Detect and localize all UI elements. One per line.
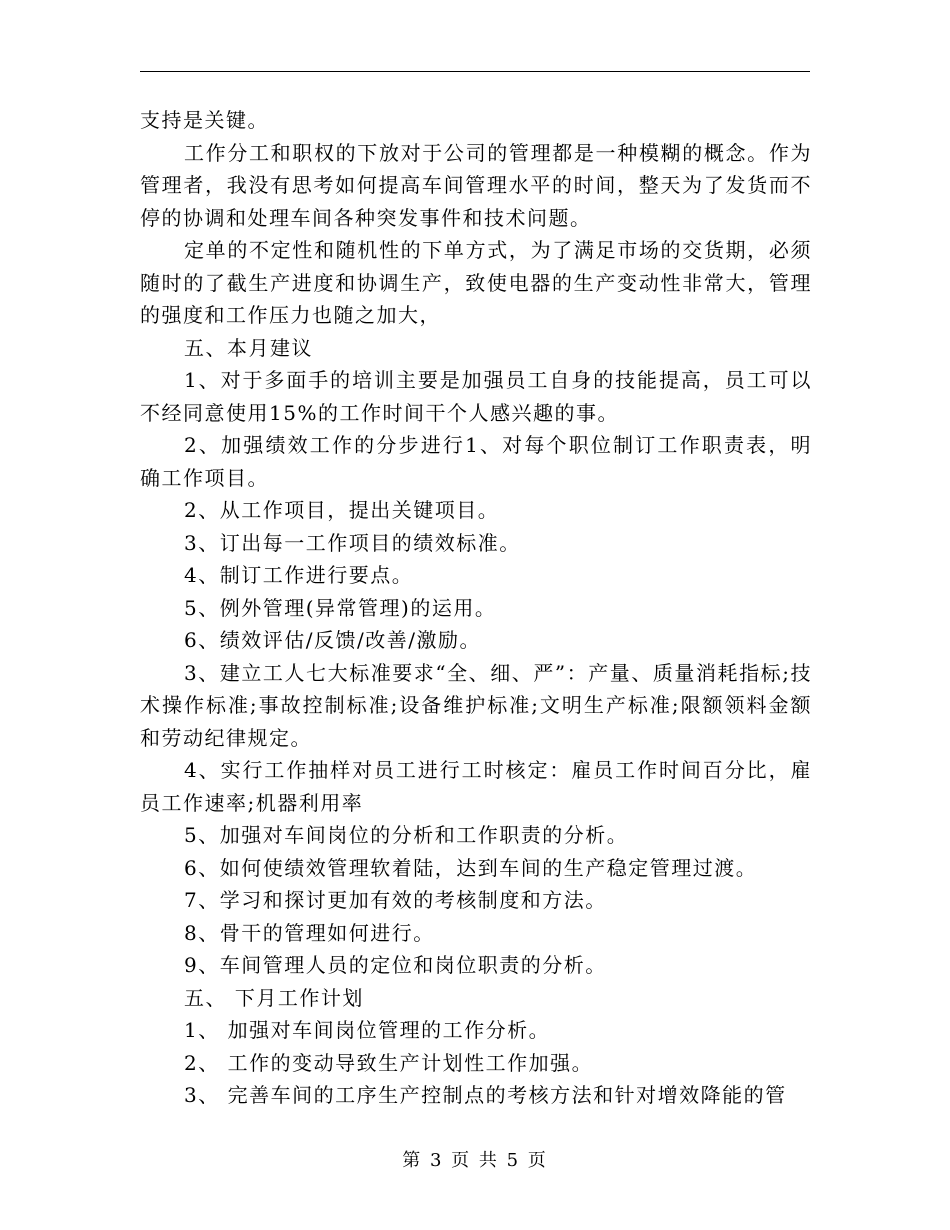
header-rule	[140, 71, 810, 72]
paragraph: 3、建立工人七大标准要求“全、细、严”：产量、质量消耗指标;技术操作标准;事故控制标准;设备维护标准;文明生产标准;限额领料金额和劳动纪律规定。	[140, 660, 812, 750]
paragraph: 8、骨干的管理如何进行。	[184, 920, 435, 945]
paragraph: 7、学习和探讨更加有效的考核制度和方法。	[184, 888, 607, 912]
paragraph: 6、如何使绩效管理软着陆，达到车间的生产稳定管理过渡。	[184, 855, 758, 880]
paragraph: 5、加强对车间岗位的分析和工作职责的分析。	[184, 823, 629, 847]
paragraph: 支持是关键。	[140, 108, 269, 132]
paragraph: 6、绩效评估/反馈/改善/激励。	[184, 628, 481, 652]
paragraph: 2、 工作的变动导致生产计划性工作加强。	[184, 1050, 594, 1075]
paragraph: 2、加强绩效工作的分步进行1、对每个职位制订工作职责表，明确工作项目。	[140, 433, 812, 490]
footer-prefix: 第	[402, 1150, 423, 1171]
paragraph: 1、对于多面手的培训主要是加强员工自身的技能提高，员工可以不经同意使用15%的工作时间干个人感兴趣的事。	[140, 368, 812, 425]
paragraph: 9、车间管理人员的定位和岗位职责的分析。	[184, 953, 607, 977]
paragraph: 3、 完善车间的工序生产控制点的考核方法和针对增效降能的管	[184, 1083, 787, 1107]
document-body	[140, 104, 812, 1112]
paragraph: 5、例外管理(异常管理)的运用。	[184, 595, 497, 620]
footer-suffix: 页	[527, 1150, 548, 1171]
paragraph: 五、 下月工作计划	[184, 985, 364, 1010]
footer-middle: 页 共	[451, 1150, 499, 1171]
paragraph: 五、本月建议	[184, 335, 313, 360]
paragraph: 2、从工作项目，提出关键项目。	[184, 498, 500, 522]
paragraph: 3、订出每一工作项目的绩效标准。	[184, 530, 521, 555]
paragraph: 工作分工和职权的下放对于公司的管理都是一种模糊的概念。作为管理者，我没有思考如何提高车间管理水平的时间，整天为了发货而不停的协调和处理车间各种突发事件和技术问题。	[140, 140, 812, 230]
paragraph: 4、实行工作抽样对员工进行工时核定：雇员工作时间百分比，雇员工作速率;机器利用率	[140, 758, 812, 815]
paragraph: 定单的不定性和随机性的下单方式，为了满足市场的交货期，必须随时的了截生产进度和协调生产，致使电器的生产变动性非常大，管理的强度和工作压力也随之加大，	[140, 238, 812, 327]
paragraph: 1、 加强对车间岗位管理的工作分析。	[184, 1018, 551, 1042]
page-footer	[0, 1146, 950, 1172]
footer-total-pages: 5	[506, 1150, 521, 1171]
paragraph: 4、制订工作进行要点。	[184, 563, 414, 587]
footer-current-page: 3	[429, 1150, 444, 1171]
